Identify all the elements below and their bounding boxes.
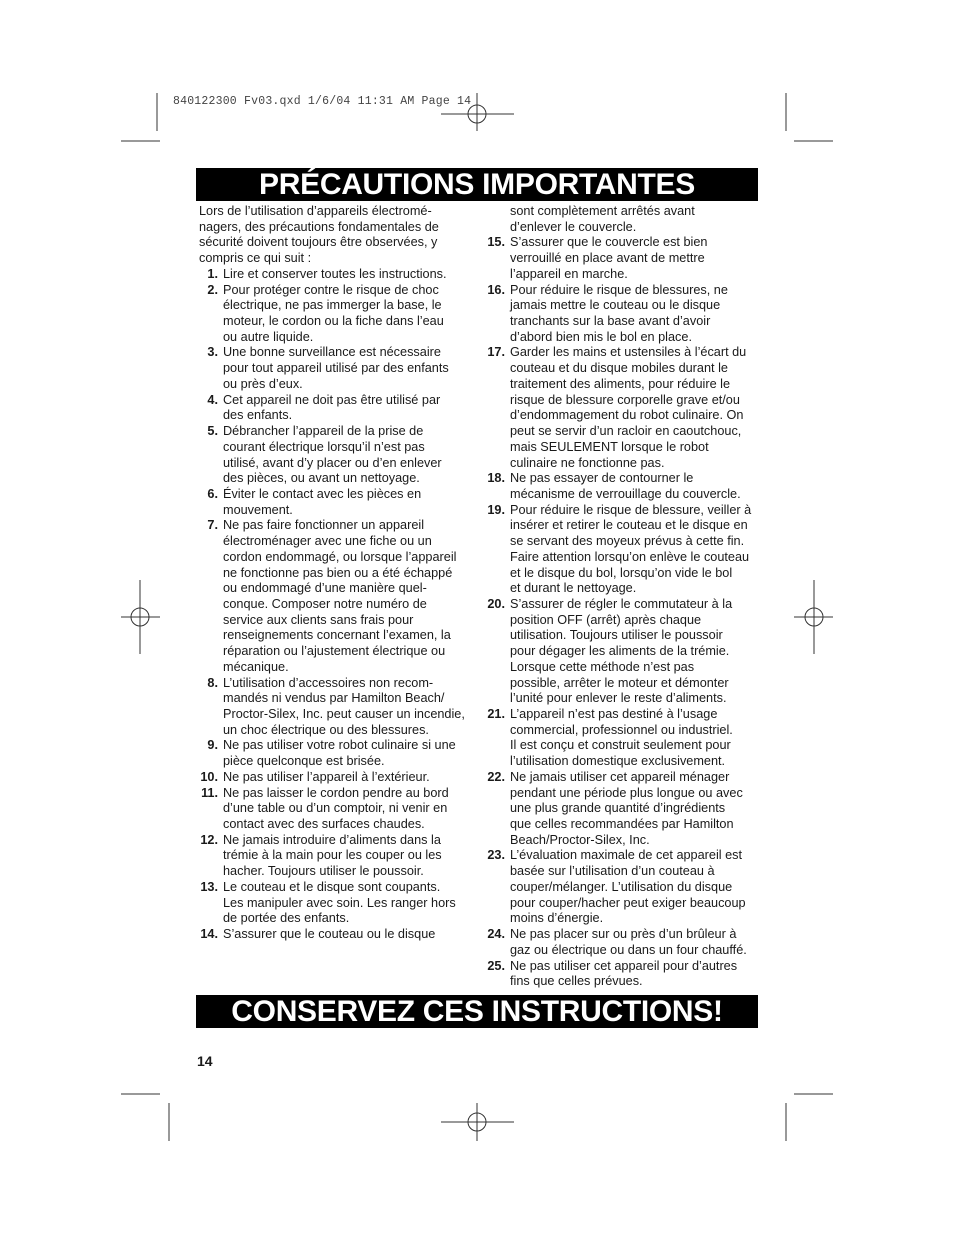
intro-paragraph: Lors de l’utilisation d’appareils électromé- nagers, des précautions fondamentales de sécurité doivent toujours être observées, y compris ce qui suit : (199, 204, 439, 266)
page-title: PRÉCAUTIONS IMPORTANTES (196, 168, 758, 201)
list-item (486, 471, 758, 502)
precautions-list-left (199, 267, 471, 943)
item-number: 25. (487, 958, 505, 973)
item-number: 3. (207, 345, 218, 360)
list-item (486, 283, 758, 346)
item-number: 15. (487, 235, 505, 250)
list-item (199, 880, 471, 927)
item-text: Ne pas placer sur ou près d’un brûleur à gaz ou électrique ou dans un four chauffé. (510, 927, 747, 957)
list-item (199, 283, 471, 346)
item-number: 22. (487, 769, 505, 784)
item-text: Lire et conserver toutes les instructions. (223, 266, 447, 281)
list-item (199, 676, 471, 739)
item-text: Ne pas utiliser l’appareil à l’extérieur. (223, 769, 430, 784)
item-text: Ne pas utiliser votre robot culinaire si une pièce quelconque est brisée. (223, 738, 456, 769)
item-number: 24. (487, 927, 505, 942)
item-text: Ne jamais introduire d’aliments dans la trémie à la main pour les couper ou les hacher. Toujours utiliser le poussoir. (223, 832, 442, 879)
right-column (486, 204, 758, 990)
list-item (199, 833, 471, 880)
item-text: Le couteau et le disque sont coupants. Les manipuler avec soin. Les ranger hors de portée des enfants. (223, 879, 456, 926)
list-item (486, 927, 758, 958)
item-text: Ne pas faire fonctionner un appareil électroménager avec une fiche ou un cordon endommagé, ou lorsque l’appareil ne fonctionne pas bien ou a été échappé ou endommagé d’une manière quel- conque. Composer notre numéro de service aux clients sans frais pour renseignements concernant l’examen, la réparation ou l’ajustement électrique ou mécanique. (223, 518, 457, 674)
registration-mark-right (794, 580, 833, 654)
item-number: 5. (207, 424, 218, 439)
list-item (199, 770, 471, 786)
item-number: 23. (487, 848, 505, 863)
item-number: 19. (487, 502, 505, 517)
page-number: 14 (197, 1053, 213, 1069)
file-slug: 840122300 Fv03.qxd 1/6/04 11:31 AM Page 14 (173, 95, 472, 108)
list-item (199, 738, 471, 769)
item-number: 8. (207, 675, 218, 690)
item-text: Garder les mains et ustensiles à l’écart du couteau et du disque mobiles durant le traitement des aliments, pour réduire le risque de blessure corporelle grave et/ou d’endommagement du robot culinaire. On peut se servir d’un racloir en caoutchouc, mais SEULEMENT lorsque le robot culinaire ne fonctionne pas. (510, 345, 747, 470)
list-item (199, 927, 471, 943)
item-text: Cet appareil ne doit pas être utilisé par des enfants. (223, 392, 441, 423)
item-text: Ne pas laisser le cordon pendre au bord d’une table ou d’un comptoir, ni venir en contact avec des surfaces chaudes. (223, 785, 449, 832)
list-item (486, 597, 758, 707)
item-number: 11. (201, 785, 218, 800)
item-text: Une bonne surveillance est nécessaire pour tout appareil utilisé par des enfants ou près d’eux. (223, 345, 449, 391)
item-number: 13. (200, 879, 218, 894)
list-item (199, 487, 471, 518)
item-number: 10. (200, 769, 218, 784)
item-text: Ne pas utiliser cet appareil pour d’autres fins que celles prévues. (510, 958, 738, 989)
list-item (199, 393, 471, 424)
item-text: L’utilisation d’accessoires non recom- mandés ni vendus par Hamilton Beach/ Proctor-Silex, Inc. peut causer un incendie, un choc électrique ou des blessures. (223, 675, 465, 737)
item-number: 2. (207, 282, 218, 297)
list-item (199, 267, 471, 283)
list-item (486, 707, 758, 770)
list-item (486, 235, 758, 282)
list-item (199, 345, 471, 392)
item-number: 7. (207, 518, 218, 533)
item-number: 16. (487, 282, 505, 297)
item-number: 17. (487, 345, 505, 360)
registration-mark-bottom (441, 1103, 514, 1141)
list-item (199, 786, 471, 833)
item-text: Pour réduire le risque de blessure, veiller à insérer et retirer le couteau et le disque en se servant des moyeux prévus à cette fin. Faire attention lorsqu’on enlève le couteau et le disque du bol, lorsqu’on vide le bol et durant le nettoyage. (510, 502, 752, 596)
list-item (486, 345, 758, 471)
item-text: Pour réduire le risque de blessures, ne jamais mettre le couteau ou le disque tranchants sur la base avant d’avoir d’abord bien mis le bol en place. (510, 282, 728, 344)
item-number: 6. (207, 486, 218, 501)
continuation-text: sont complètement arrêtés avant d’enlever le couvercle. (510, 204, 695, 234)
list-item (486, 770, 758, 849)
item-text: Pour protéger contre le risque de choc électrique, ne pas immerger la base, le moteur, le cordon ou la fiche dans l’eau ou autre liquide. (223, 282, 444, 344)
item-text: Éviter le contact avec les pièces en mouvement. (223, 486, 422, 517)
list-item (486, 959, 758, 990)
save-instructions-banner: CONSERVEZ CES INSTRUCTIONS! (196, 995, 758, 1028)
list-item (486, 503, 758, 597)
list-item (199, 518, 471, 675)
item-text: Ne pas essayer de contourner le mécanisme de verrouillage du couvercle. (510, 471, 741, 501)
list-item (199, 424, 471, 487)
item-text: Débrancher l’appareil de la prise de courant électrique lorsqu’il n’est pas utilisé, avant d’y placer ou d’en enlever des pièces, ou avant un nettoyage. (223, 424, 442, 486)
item-number: 20. (487, 596, 505, 611)
item-number: 21. (487, 707, 505, 721)
list-item (486, 848, 758, 927)
item-text: S’assurer que le couteau ou le disque (223, 927, 436, 942)
registration-mark-left (121, 580, 160, 654)
item-number: 18. (487, 471, 505, 486)
item-number: 12. (200, 832, 218, 847)
left-column (199, 204, 471, 943)
item-text: Ne jamais utiliser cet appareil ménager pendant une période plus longue ou avec une plus grande quantité d’ingrédients que celles recommandées par Hamilton Beach/Proctor-Silex, Inc. (510, 769, 743, 847)
item-number: 9. (207, 738, 218, 753)
precautions-list-right (486, 235, 758, 990)
item-text: S’assurer que le couvercle est bien verrouillé en place avant de mettre l’appareil en marche. (510, 235, 708, 281)
item-number: 4. (207, 392, 218, 407)
item-text: S’assurer de régler le commutateur à la position OFF (arrêt) après chaque utilisation. Toujours utiliser le poussoir pour dégager les aliments de la trémie. Lorsque cette méthode n’est pas possible, arrêter le moteur et démonter l’unité pour enlever le reste d’aliments. (510, 596, 733, 706)
item-number: 14. (200, 927, 218, 942)
item-text: L’appareil n’est pas destiné à l’usage commercial, professionnel ou industriel. Il est conçu et construit seulement pour l’utilisation domestique exclusivement. (510, 707, 733, 769)
item-number: 1. (207, 266, 218, 281)
item-text: L’évaluation maximale de cet appareil est basée sur l’utilisation d’un couteau à couper/mélanger. L’utilisation du disque pour couper/hacher peut exiger beaucoup moins d’énergie. (510, 848, 746, 926)
